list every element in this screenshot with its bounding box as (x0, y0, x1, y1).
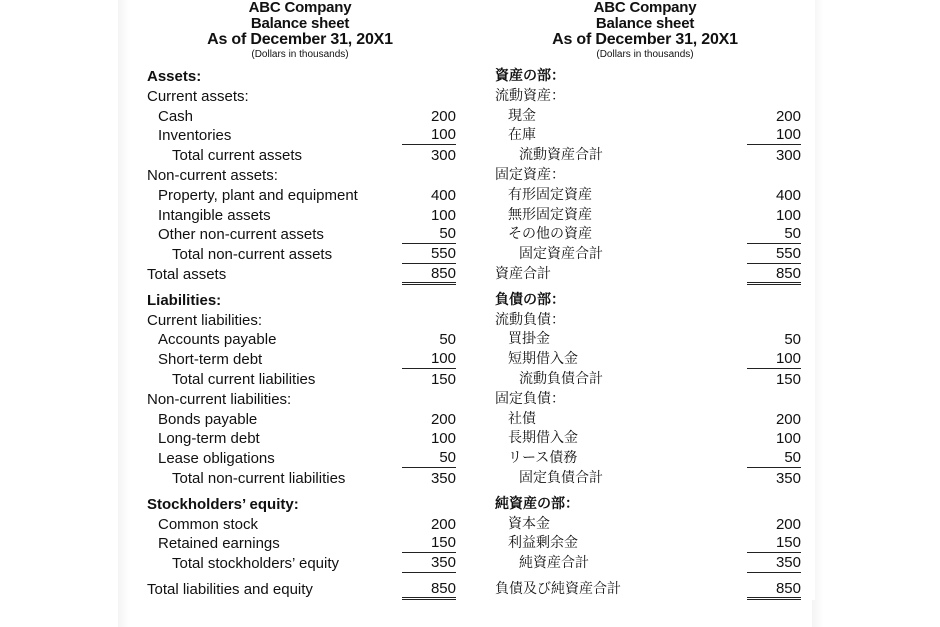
line-item-label: 無形固定資産 (508, 206, 592, 223)
line-item-row (475, 370, 815, 390)
line-item-row (475, 410, 815, 430)
line-item-amount: 100 (775, 206, 801, 224)
line-item-amount: 150 (747, 534, 801, 553)
statement-title: Balance sheet (250, 15, 350, 32)
line-item-label: 負債の部： (495, 291, 565, 308)
line-item-amount: 150 (775, 370, 801, 388)
line-item-amount: 350 (402, 554, 456, 573)
line-item-label: Total assets (147, 265, 227, 283)
line-item-amount: 350 (430, 469, 456, 487)
line-item-amount: 200 (430, 410, 456, 428)
line-item-label: Current liabilities: (147, 311, 263, 329)
statement-date: As of December 31, 20X1 (552, 31, 738, 48)
balance-sheet-english (130, 0, 470, 600)
line-item-label: 流動負債合計 (519, 370, 603, 387)
line-item-label: 固定負債合計 (519, 469, 603, 486)
sheet-header (130, 0, 470, 61)
line-item-label: 純資産の部： (495, 495, 579, 512)
company-name: ABC Company (593, 0, 697, 16)
line-item-amount: 400 (430, 186, 456, 204)
line-item-row (130, 166, 470, 186)
line-item-amount: 150 (402, 534, 456, 553)
line-item-amount: 550 (747, 245, 801, 264)
line-item-label: 社債 (508, 410, 536, 427)
line-item-label: Current assets: (147, 87, 249, 105)
line-item-row (130, 245, 470, 265)
line-item-row (475, 429, 815, 449)
line-item-label: 純資産合計 (519, 555, 589, 572)
line-item-label: Non-current liabilities: (147, 390, 292, 408)
line-item-row (130, 265, 470, 285)
line-item-row (475, 449, 815, 469)
line-item-label: Inventories (158, 127, 232, 145)
line-item-label: Total stockholders’ equity (172, 555, 340, 573)
line-item-label: Total liabilities and equity (147, 580, 313, 598)
line-item-label: 有形固定資産 (508, 186, 592, 203)
sheet-header (475, 0, 815, 61)
line-item-row (475, 350, 815, 370)
section-heading-row (130, 495, 470, 515)
line-item-label: 利益剰余金 (508, 535, 578, 552)
line-item-amount: 850 (402, 580, 456, 600)
line-item-row (130, 390, 470, 410)
line-item-amount: 50 (747, 449, 801, 468)
line-item-label: Accounts payable (158, 331, 277, 349)
section-heading-row (475, 495, 815, 515)
line-item-row (130, 580, 470, 600)
line-item-row (475, 206, 815, 226)
line-item-row (475, 225, 815, 245)
line-item-row (130, 370, 470, 390)
line-item-label: その他の資産 (508, 226, 592, 243)
line-item-row (475, 186, 815, 206)
line-item-amount: 350 (775, 469, 801, 487)
line-item-label: Common stock (158, 515, 259, 533)
line-item-amount: 200 (430, 107, 456, 125)
line-item-label: Stockholders’ equity: (147, 495, 299, 513)
line-item-row (130, 515, 470, 535)
line-item-row (475, 390, 815, 410)
line-item-row (130, 206, 470, 226)
line-item-row (130, 126, 470, 146)
line-item-amount: 50 (784, 331, 801, 349)
line-item-label: Total current liabilities (172, 370, 316, 388)
line-item-amount: 100 (430, 206, 456, 224)
line-item-row (475, 166, 815, 186)
line-item-label: 固定負債： (495, 390, 565, 407)
line-item-label: 資産の部： (495, 68, 565, 84)
line-item-label: 資産合計 (495, 265, 551, 282)
line-item-label: Liabilities: (147, 291, 222, 309)
line-item-row (475, 126, 815, 146)
units-note: (Dollars in thousands) (251, 49, 349, 60)
line-item-amount: 550 (402, 245, 456, 264)
line-item-row (130, 410, 470, 430)
line-item-row (475, 330, 815, 350)
line-item-row (130, 186, 470, 206)
section-heading-row (475, 67, 815, 87)
line-item-label: 資本金 (508, 515, 550, 532)
line-item-amount: 200 (775, 107, 801, 125)
line-items (130, 67, 470, 600)
balance-sheet-japanese (475, 0, 815, 600)
line-item-label: 固定資産： (495, 166, 565, 183)
line-item-row (130, 350, 470, 370)
line-item-row (130, 225, 470, 245)
line-item-row (130, 469, 470, 489)
line-item-amount: 850 (747, 265, 801, 285)
line-item-label: Total non-current assets (172, 246, 333, 264)
section-heading-row (475, 291, 815, 311)
line-item-label: Assets: (147, 68, 202, 85)
line-item-row (475, 146, 815, 166)
line-item-label: 買掛金 (508, 331, 550, 348)
line-item-label: 固定資産合計 (519, 246, 603, 263)
units-note: (Dollars in thousands) (596, 49, 694, 60)
line-item-amount: 850 (402, 265, 456, 285)
line-item-amount: 200 (775, 515, 801, 533)
line-item-row (475, 580, 815, 600)
line-item-row (130, 534, 470, 554)
line-item-amount: 100 (430, 430, 456, 448)
line-item-label: Property, plant and equipment (158, 186, 358, 204)
line-item-row (475, 469, 815, 489)
line-item-row (130, 311, 470, 331)
line-item-row (475, 311, 815, 331)
line-item-label: Total non-current liabilities (172, 469, 346, 487)
line-item-amount: 400 (775, 186, 801, 204)
line-item-row (475, 554, 815, 574)
line-item-row (475, 107, 815, 127)
line-item-row (475, 515, 815, 535)
section-heading-row (130, 291, 470, 311)
line-item-label: Intangible assets (158, 206, 271, 224)
line-item-label: リース債務 (508, 450, 578, 467)
line-item-row (475, 265, 815, 285)
line-item-amount: 100 (402, 350, 456, 369)
line-item-amount: 200 (775, 410, 801, 428)
company-name: ABC Company (248, 0, 352, 16)
statement-title: Balance sheet (595, 15, 695, 32)
line-item-label: Short-term debt (158, 351, 263, 369)
line-item-label: 短期借入金 (508, 351, 578, 368)
line-item-amount: 100 (747, 350, 801, 369)
line-item-amount: 50 (402, 449, 456, 468)
line-item-row (130, 146, 470, 166)
line-item-amount: 50 (439, 331, 456, 349)
line-item-label: Bonds payable (158, 410, 258, 428)
section-heading-row (130, 67, 470, 87)
line-item-label: Long-term debt (158, 430, 260, 448)
line-item-label: 長期借入金 (508, 430, 578, 447)
line-item-amount: 200 (430, 515, 456, 533)
line-item-label: Non-current assets: (147, 166, 278, 184)
line-item-amount: 100 (747, 126, 801, 145)
line-items (475, 67, 815, 600)
line-item-amount: 300 (430, 147, 456, 165)
line-item-label: Total current assets (172, 147, 303, 165)
line-item-amount: 850 (747, 580, 801, 600)
line-item-amount: 50 (402, 225, 456, 244)
line-item-label: 流動負債： (495, 311, 565, 328)
line-item-amount: 100 (402, 126, 456, 145)
line-item-amount: 300 (775, 147, 801, 165)
line-item-row (475, 87, 815, 107)
line-item-label: 現金 (508, 107, 536, 124)
line-item-row (130, 107, 470, 127)
line-item-amount: 100 (775, 430, 801, 448)
line-item-label: 流動資産： (495, 87, 565, 104)
line-item-label: Lease obligations (158, 450, 275, 468)
line-item-label: Other non-current assets (158, 226, 324, 244)
line-item-label: 在庫 (508, 127, 536, 144)
line-item-label: 負債及び純資産合計 (495, 580, 621, 597)
line-item-label: 流動資産合計 (519, 147, 603, 164)
line-item-amount: 350 (747, 554, 801, 573)
line-item-row (130, 429, 470, 449)
line-item-amount: 50 (747, 225, 801, 244)
line-item-row (475, 245, 815, 265)
statement-date: As of December 31, 20X1 (207, 31, 393, 48)
line-item-row (130, 330, 470, 350)
line-item-label: Retained earnings (158, 535, 280, 553)
line-item-row (475, 534, 815, 554)
line-item-label: Cash (158, 107, 194, 125)
line-item-row (130, 87, 470, 107)
line-item-row (130, 449, 470, 469)
line-item-row (130, 554, 470, 574)
line-item-amount: 150 (430, 370, 456, 388)
page-edge-left (118, 0, 130, 627)
